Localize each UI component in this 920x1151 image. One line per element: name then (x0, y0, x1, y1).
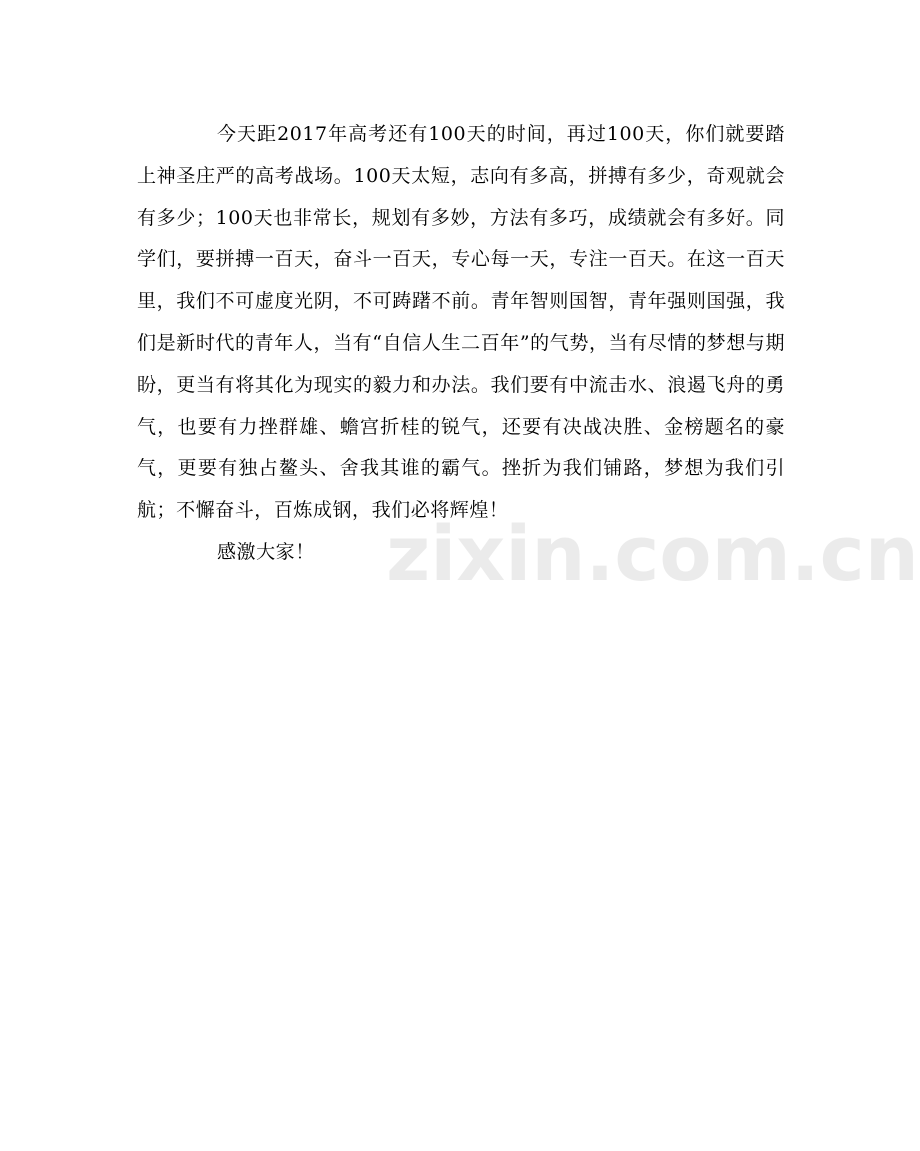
document-body (137, 114, 785, 574)
body-paragraph: 今天距2017年高考还有100天的时间，再过100天，你们就要踏上神圣庄严的高考战场。100天太短，志向有多高，拼搏有多少，奇观就会有多少；100天也非常长，规划有多妙，方法有多巧，成绩就会有多好。同学们，要拼搏一百天，奋斗一百天，专心每一天，专注一百天。在这一百天里，我们不可虚度光阴，不可踌躇不前。青年智则国智，青年强则国强，我们是新时代的青年人，当有“自信人生二百年”的气势，当有尽情的梦想与期盼，更当有将其化为现实的毅力和办法。我们要有中流击水、浪遏飞舟的勇气，也要有力挫群雄、蟾宫折桂的锐气，还要有决战决胜、金榜题名的豪气，更要有独占鳌头、舍我其谁的霸气。挫折为我们铺路，梦想为我们引航；不懈奋斗，百炼成钢，我们必将辉煌！ (137, 123, 785, 522)
closing-paragraph: 感激大家！ (217, 540, 315, 563)
watermark-text: zixin.com.cn (386, 509, 919, 598)
